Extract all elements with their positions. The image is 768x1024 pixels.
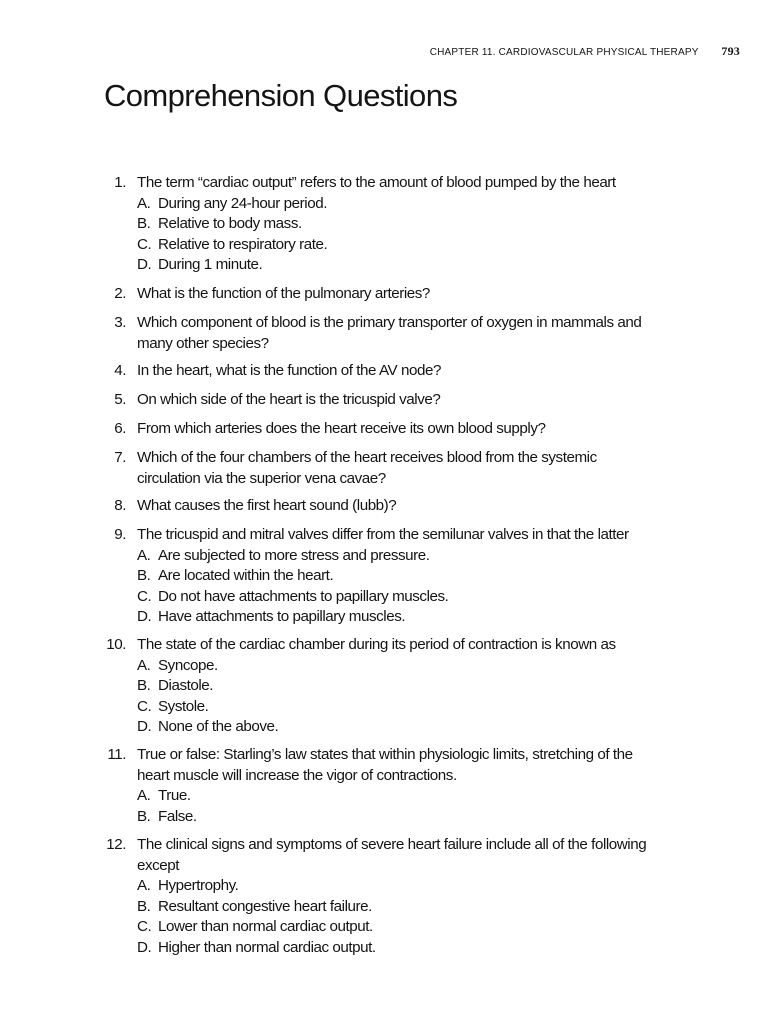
option-text: Do not have attachments to papillary muscles. — [158, 587, 449, 605]
answer-options — [137, 786, 660, 827]
option-text: Relative to respiratory rate. — [158, 235, 328, 253]
answer-option — [137, 566, 660, 587]
option-letter: A. — [137, 194, 151, 212]
question-stem: The term “cardiac output” refers to the amount of blood pumped by the heart — [137, 174, 616, 191]
option-text: During any 24-hour period. — [158, 194, 327, 212]
answer-option — [137, 235, 660, 256]
option-letter: B. — [137, 677, 151, 694]
question-stem: On which side of the heart is the tricuspid valve? — [137, 391, 441, 408]
answer-options — [137, 656, 660, 738]
question-4 — [100, 361, 660, 382]
answer-option — [137, 917, 660, 938]
answer-options — [137, 546, 660, 628]
question-number: 12. — [106, 836, 126, 853]
option-text: None of the above. — [158, 718, 279, 735]
question-5 — [100, 390, 660, 411]
page-title: Comprehension Questions — [104, 78, 458, 113]
question-2 — [100, 284, 660, 305]
option-letter: D. — [137, 608, 152, 625]
option-text: Lower than normal cardiac output. — [158, 918, 373, 935]
option-letter: D. — [137, 938, 152, 956]
question-12 — [100, 835, 660, 958]
question-number: 8. — [114, 497, 126, 514]
option-letter: C. — [137, 587, 152, 605]
option-text: Systole. — [158, 697, 209, 715]
option-letter: C. — [137, 918, 152, 935]
option-text: Are subjected to more stress and pressure. — [158, 546, 430, 564]
option-letter: A. — [137, 656, 151, 674]
page-number: 793 — [721, 44, 740, 58]
question-stem: The tricuspid and mitral valves differ from the semilunar valves in that the latter — [137, 526, 629, 543]
question-stem: From which arteries does the heart receive its own blood supply? — [137, 420, 546, 437]
option-letter: B. — [137, 567, 151, 584]
question-number: 7. — [114, 449, 126, 466]
option-letter: B. — [137, 897, 151, 915]
option-text: Syncope. — [158, 656, 218, 674]
option-text: Are located within the heart. — [158, 567, 334, 584]
question-11 — [100, 745, 660, 827]
question-stem: What is the function of the pulmonary arteries? — [137, 285, 430, 302]
answer-option — [137, 876, 660, 897]
option-text: Hypertrophy. — [158, 877, 239, 894]
option-letter: D. — [137, 718, 152, 735]
answer-option — [137, 194, 660, 215]
question-number: 9. — [114, 526, 126, 543]
question-1 — [100, 173, 660, 276]
answer-option — [137, 546, 660, 567]
option-text: Relative to body mass. — [158, 215, 302, 232]
question-number: 10. — [106, 636, 126, 653]
question-3 — [100, 313, 660, 354]
answer-option — [137, 938, 660, 959]
question-8 — [100, 496, 660, 517]
answer-options — [137, 194, 660, 276]
answer-option — [137, 214, 660, 235]
running-header — [300, 44, 740, 59]
answer-option — [137, 717, 660, 738]
question-number: 3. — [114, 314, 126, 331]
question-stem: Which component of blood is the primary transporter of oxygen in mammals and many other species? — [137, 314, 642, 352]
question-number: 1. — [114, 174, 126, 191]
option-text: Higher than normal cardiac output. — [158, 938, 376, 956]
option-text: True. — [158, 787, 191, 804]
question-number: 2. — [114, 285, 126, 302]
option-text: Resultant congestive heart failure. — [158, 897, 372, 915]
option-letter: A. — [137, 787, 151, 804]
answer-options — [137, 876, 660, 958]
option-text: Diastole. — [158, 677, 214, 694]
option-text: False. — [158, 807, 197, 825]
option-letter: D. — [137, 256, 152, 273]
answer-option — [137, 656, 660, 677]
option-letter: C. — [137, 235, 152, 253]
option-text: Have attachments to papillary muscles. — [158, 608, 406, 625]
option-letter: A. — [137, 546, 151, 564]
question-number: 6. — [114, 420, 126, 437]
answer-option — [137, 807, 660, 828]
answer-option — [137, 676, 660, 697]
question-6 — [100, 419, 660, 440]
answer-option — [137, 697, 660, 718]
question-7 — [100, 448, 660, 489]
question-stem: The state of the cardiac chamber during its period of contraction is known as — [137, 636, 616, 653]
option-letter: B. — [137, 215, 151, 232]
option-letter: C. — [137, 697, 152, 715]
answer-option — [137, 587, 660, 608]
answer-option — [137, 607, 660, 628]
question-stem: True or false: Starling’s law states that within physiologic limits, stretching of the heart muscle will increase the vigor of contractions. — [137, 746, 633, 784]
question-stem: Which of the four chambers of the heart receives blood from the systemic circulation via the superior vena cavae? — [137, 449, 597, 487]
question-stem: What causes the first heart sound (lubb)? — [137, 497, 397, 514]
option-letter: A. — [137, 877, 151, 894]
option-text: During 1 minute. — [158, 256, 263, 273]
question-stem: In the heart, what is the function of the AV node? — [137, 362, 441, 379]
question-number: 5. — [114, 391, 126, 408]
answer-option — [137, 255, 660, 276]
question-10 — [100, 635, 660, 738]
answer-option — [137, 897, 660, 918]
question-number: 4. — [114, 362, 126, 379]
running-title: CHAPTER 11. CARDIOVASCULAR PHYSICAL THERAPY — [429, 47, 699, 58]
question-stem: The clinical signs and symptoms of severe heart failure include all of the following except — [137, 836, 647, 874]
option-letter: B. — [137, 807, 151, 825]
answer-option — [137, 786, 660, 807]
question-number: 11. — [107, 746, 126, 763]
question-9 — [100, 525, 660, 628]
